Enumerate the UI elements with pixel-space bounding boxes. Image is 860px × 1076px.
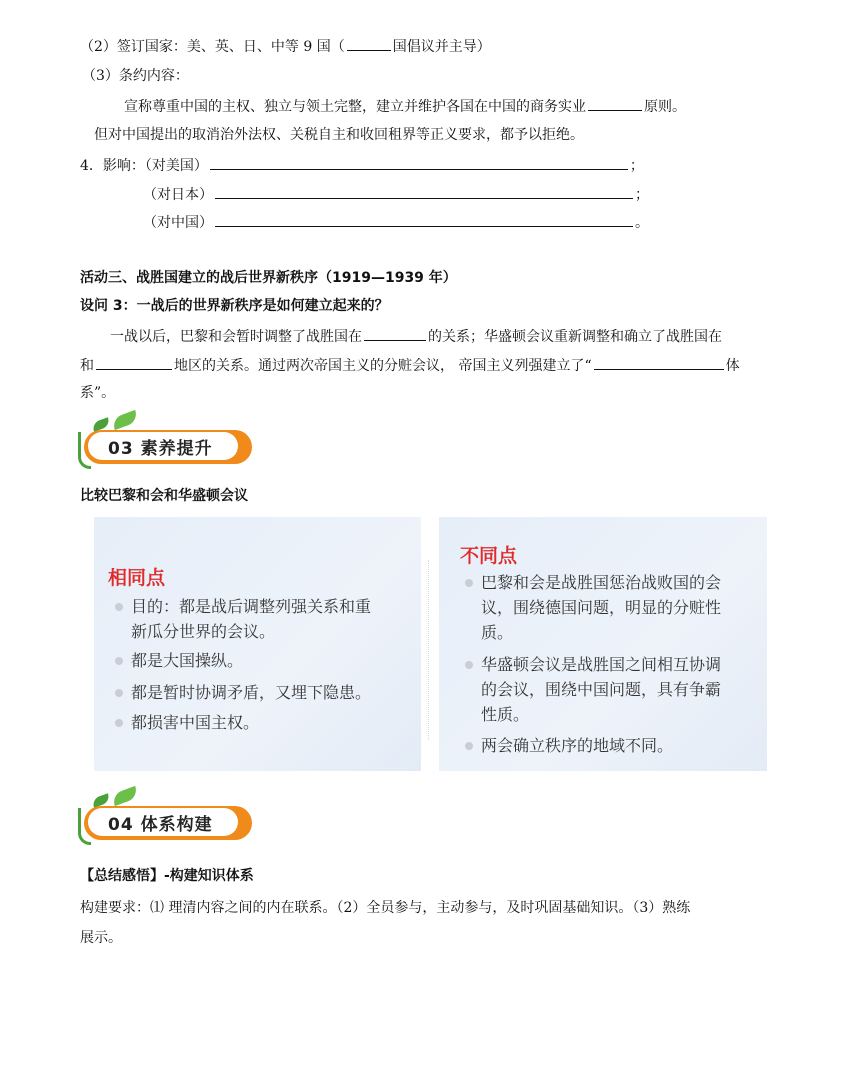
bullet-icon	[115, 689, 123, 697]
treaty-content-heading: （3）条约内容：	[82, 68, 189, 84]
bullet-icon	[465, 579, 473, 587]
impact-row-china: （对中国） 。	[143, 212, 649, 233]
answer-blank[interactable]	[215, 212, 633, 227]
leaf-icon	[111, 786, 140, 806]
comparison-title: 比较巴黎和会和华盛顿会议	[80, 488, 248, 504]
section-badge-label: 04 体系构建	[108, 815, 213, 835]
treaty-content-line: 宣称尊重中国的主权、独立与领土完整，建立并维护各国在中国的商务实业 原则。	[124, 96, 686, 117]
panel-divider	[428, 560, 429, 740]
section-badge-literacy	[78, 410, 256, 470]
similarity-item: 目的：都是战后调整列强关系和重	[131, 597, 372, 616]
answer-blank[interactable]	[364, 326, 426, 341]
question-three-title: 设问 3：一战后的世界新秩序是如何建立起来的？	[80, 298, 389, 314]
paragraph-line-1: 一战以后，巴黎和会暂时调整了战胜国在 的关系；华盛顿会议重新调整和确立了战胜国在	[110, 326, 722, 347]
difference-item: 议，围绕德国问题，明显的分赃性	[481, 598, 722, 617]
differences-panel	[439, 517, 767, 771]
bullet-icon	[115, 603, 123, 611]
bullet-icon	[465, 742, 473, 750]
impact-row-japan: （对日本） ；	[143, 184, 649, 205]
similarities-panel	[94, 517, 421, 771]
treaty-rejection-line: 但对中国提出的取消治外法权、关税自主和收回租界等正义要求，都予以拒绝。	[94, 127, 584, 143]
bullet-icon	[115, 719, 123, 727]
activity-three-title: 活动三、战胜国建立的战后世界新秩序（1919—1939 年）	[80, 270, 457, 286]
paragraph-line-2: 和 地区的关系。通过两次帝国主义的分赃会议， 帝国主义列强建立了“ 体	[80, 355, 740, 376]
section-badge-label: 03 素养提升	[108, 439, 213, 459]
answer-blank[interactable]	[347, 36, 391, 51]
similarities-heading: 相同点	[108, 567, 166, 589]
similarity-item: 都是暂时协调矛盾，又埋下隐患。	[131, 683, 372, 702]
signatory-line: （2）签订国家：美、英、日、中等 9 国（ 国倡议并主导）	[80, 36, 491, 57]
answer-blank[interactable]	[96, 355, 172, 370]
differences-heading: 不同点	[460, 545, 518, 567]
difference-item: 华盛顿会议是战胜国之间相互协调	[481, 655, 722, 674]
bullet-icon	[465, 661, 473, 669]
answer-blank[interactable]	[210, 155, 628, 170]
answer-blank[interactable]	[588, 96, 642, 111]
answer-blank[interactable]	[215, 184, 633, 199]
summary-title: 【总结感悟】-构建知识体系	[80, 868, 254, 884]
difference-item: 两会确立秩序的地域不同。	[481, 736, 674, 755]
requirements-line-1: 构建要求：⑴ 理清内容之间的内在联系。（2）全员参与，主动参与，及时巩固基础知识。（3）熟练	[80, 900, 691, 916]
impact-row-usa: 4．影响：（对美国） ；	[80, 155, 644, 176]
difference-item: 的会议，围绕中国问题，具有争霸	[481, 680, 722, 699]
paragraph-line-3: 系”。	[80, 385, 116, 401]
requirements-line-2: 展示。	[80, 930, 122, 946]
difference-item: 性质。	[481, 705, 530, 724]
answer-blank[interactable]	[594, 355, 724, 370]
section-badge-system	[78, 786, 256, 846]
similarity-item: 新瓜分世界的会议。	[131, 622, 276, 641]
difference-item: 巴黎和会是战胜国惩治战败国的会	[481, 573, 722, 592]
bullet-icon	[115, 657, 123, 665]
similarity-item: 都是大国操纵。	[131, 651, 244, 670]
leaf-icon	[111, 410, 140, 430]
similarity-item: 都损害中国主权。	[131, 713, 260, 732]
difference-item: 质。	[481, 623, 514, 642]
